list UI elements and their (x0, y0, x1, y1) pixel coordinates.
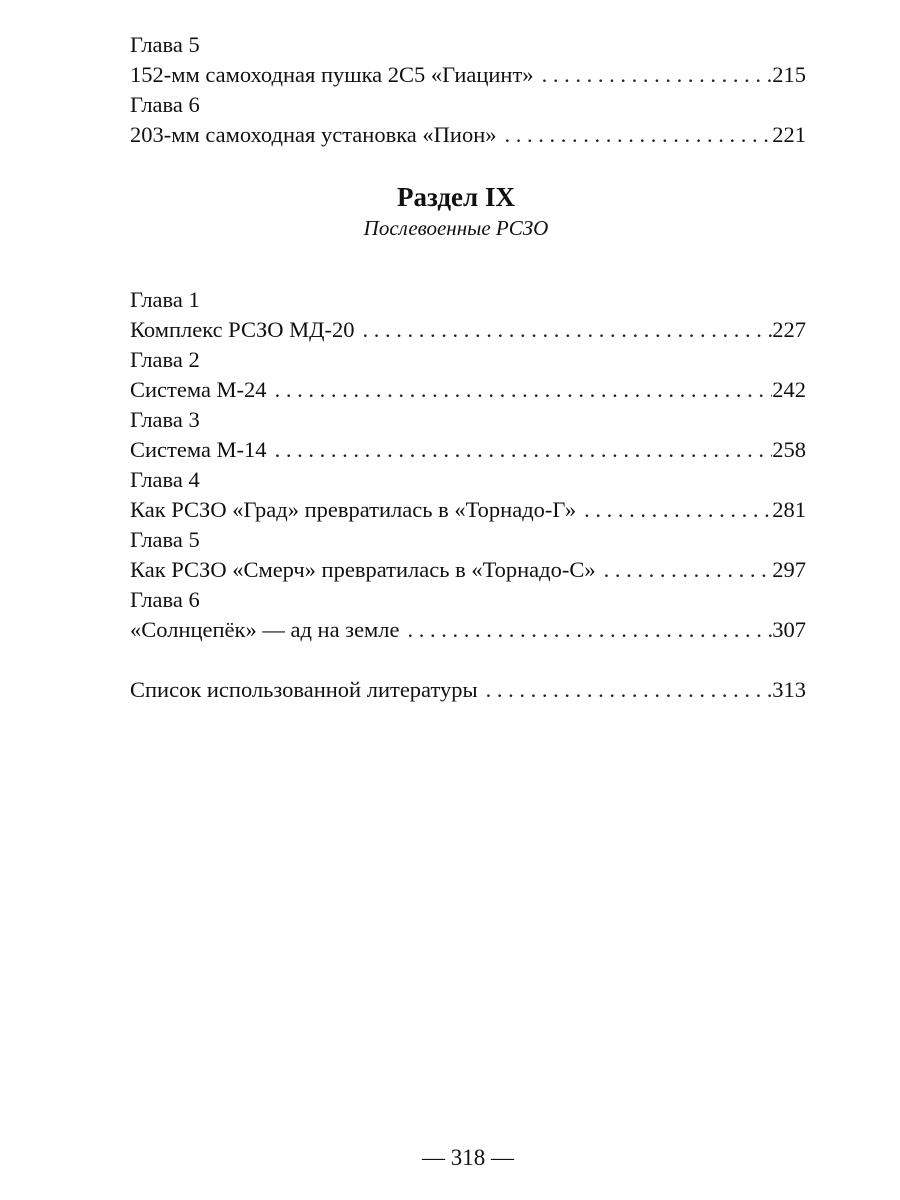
dot-leader (534, 60, 773, 90)
entry-page: 281 (772, 497, 806, 522)
dot-leader (354, 315, 772, 345)
entry-title: Как РСЗО «Град» превратилась в «Торнадо-Г» (130, 497, 577, 522)
entry-title: 152-мм самоходная пушка 2С5 «Гиацинт» (130, 62, 534, 87)
chapter-label: Глава 6 (130, 92, 200, 117)
dot-leader (267, 435, 773, 465)
page-number: — 318 — (422, 1145, 514, 1170)
toc-entry[interactable] (130, 555, 806, 585)
toc-entry[interactable] (130, 495, 806, 525)
chapter-label: Глава 1 (130, 287, 200, 312)
table-of-contents (130, 30, 806, 705)
entry-page: 307 (772, 617, 806, 642)
entry-title: 203-мм самоходная установка «Пион» (130, 122, 497, 147)
entry-page: 215 (772, 62, 806, 87)
entry-page: 242 (772, 377, 806, 402)
toc-entry[interactable] (130, 120, 806, 150)
dot-leader (576, 495, 772, 525)
toc-entry-bibliography[interactable] (130, 675, 806, 705)
toc-entry[interactable] (130, 435, 806, 465)
toc-entry[interactable] (130, 375, 806, 405)
dot-leader (596, 555, 773, 585)
entry-page: 221 (772, 122, 806, 147)
dot-leader (478, 675, 773, 705)
section-heading: Раздел IX (397, 182, 515, 212)
chapter-label: Глава 3 (130, 407, 200, 432)
entry-title: Как РСЗО «Смерч» превратилась в «Торнадо-С» (130, 557, 596, 582)
entry-page: 313 (772, 677, 806, 702)
chapter-label: Глава 2 (130, 347, 200, 372)
toc-entry[interactable] (130, 60, 806, 90)
entry-page: 227 (772, 317, 806, 342)
dot-leader (267, 375, 773, 405)
toc-entry[interactable] (130, 315, 806, 345)
section-subtitle: Послевоенные РСЗО (363, 216, 549, 240)
chapter-label: Глава 5 (130, 527, 200, 552)
dot-leader (497, 120, 773, 150)
entry-page: 297 (772, 557, 806, 582)
chapter-label: Глава 5 (130, 32, 200, 57)
entry-title: Комплекс РСЗО МД-20 (130, 317, 355, 342)
entry-page: 258 (772, 437, 806, 462)
entry-title: Список использованной литературы (130, 677, 478, 702)
spacer (130, 645, 806, 675)
toc-entry[interactable] (130, 615, 806, 645)
dot-leader (400, 615, 773, 645)
chapter-label: Глава 6 (130, 587, 200, 612)
entry-title: Система М-14 (130, 437, 267, 462)
entry-title: «Солнцепёк» — ад на земле (130, 617, 400, 642)
chapter-label: Глава 4 (130, 467, 200, 492)
entry-title: Система М-24 (130, 377, 267, 402)
